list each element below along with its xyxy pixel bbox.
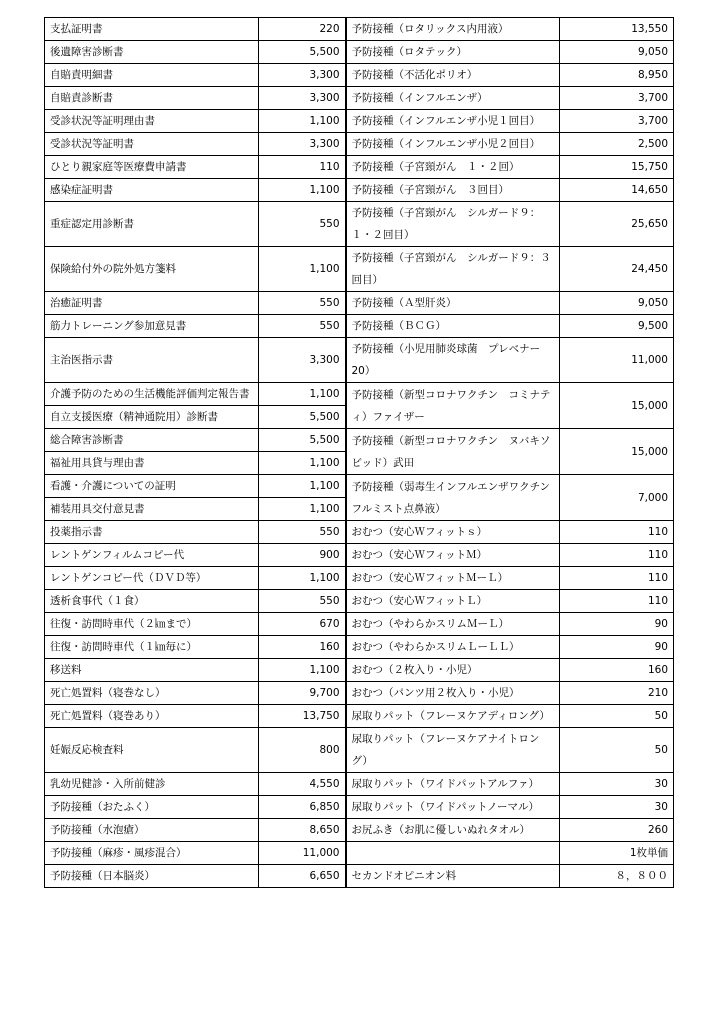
left-item-name: レントゲンコピー代（ＤＶＤ等） [45,567,259,590]
table-row [45,842,674,865]
table-row [45,202,674,247]
table-row [45,179,674,202]
left-item-price: 1,100 [259,567,346,590]
right-item-name: 予防接種（新型コロナワクチン ヌバキソビッド）武田 [346,429,560,475]
left-item-price: 3,300 [259,64,346,87]
left-item-price: 1,100 [259,452,346,475]
right-item-name: おむつ（安心ＷフィットＬ） [346,590,560,613]
left-item-name: 治癒証明書 [45,292,259,315]
right-item-price: 8,950 [560,64,674,87]
table-row [45,682,674,705]
left-item-name: 予防接種（日本脳炎） [45,865,259,888]
table-row [45,87,674,110]
table-row [45,773,674,796]
left-item-name: 透析食事代（１食） [45,590,259,613]
left-item-price: 1,100 [259,498,346,521]
left-item-price: 1,100 [259,659,346,682]
right-item-name: 予防接種（Ａ型肝炎） [346,292,560,315]
table-row [45,110,674,133]
fee-table [44,17,674,888]
left-item-name: 看護・介護についての証明 [45,475,259,498]
right-item-name: 予防接種（ロタテック） [346,41,560,64]
right-item-name: 予防接種（新型コロナワクチン コミナティ）ファイザー [346,383,560,429]
left-item-name: 後遺障害診断書 [45,41,259,64]
table-row [45,315,674,338]
right-item-name: 尿取りパット（フレーヌケアディロング） [346,705,560,728]
table-row [45,383,674,406]
left-item-name: 予防接種（おたふく） [45,796,259,819]
left-item-name: 死亡処置料（寝巻なし） [45,682,259,705]
right-item-price: 9,050 [560,41,674,64]
left-item-name: 福祉用具貸与理由書 [45,452,259,475]
left-item-name: 介護予防のための生活機能評価判定報告書 [45,383,259,406]
right-item-name: セカンドオピニオン料 [346,865,560,888]
right-item-price: 210 [560,682,674,705]
right-item-price: 13,550 [560,18,674,41]
table-row [45,521,674,544]
right-item-name: 予防接種（インフルエンザ小児２回目） [346,133,560,156]
left-item-name: 補装用具交付意見書 [45,498,259,521]
left-item-price: 6,650 [259,865,346,888]
right-item-price: 14,650 [560,179,674,202]
left-item-price: 550 [259,521,346,544]
left-item-price: 550 [259,315,346,338]
right-item-price: 24,450 [560,247,674,292]
right-item-name: お尻ふき（お肌に優しいぬれタオル） [346,819,560,842]
left-item-name: 自賠責明細書 [45,64,259,87]
left-item-price: 160 [259,636,346,659]
left-item-name: 往復・訪問時車代（１㎞毎に） [45,636,259,659]
right-item-name: 予防接種（子宮頸がん １・２回） [346,156,560,179]
right-item-price: 90 [560,636,674,659]
right-item-price: 3,700 [560,110,674,133]
right-item-name: 予防接種（子宮頸がん ３回目） [346,179,560,202]
left-item-name: 妊娠反応検査料 [45,728,259,773]
right-item-name: おむつ（安心Ｗフィットｓ） [346,521,560,544]
table-row [45,64,674,87]
table-row [45,338,674,383]
left-item-name: 死亡処置料（寝巻あり） [45,705,259,728]
right-item-price: 110 [560,590,674,613]
left-item-price: 5,500 [259,429,346,452]
table-row [45,544,674,567]
table-row [45,247,674,292]
table-row [45,429,674,452]
right-item-name: 予防接種（弱毒生インフルエンザワクチン フルミスト点鼻液） [346,475,560,521]
left-item-name: ひとり親家庭等医療費申請書 [45,156,259,179]
right-item-name: おむつ（やわらかスリムＭーＬ） [346,613,560,636]
table-row [45,613,674,636]
right-item-price: 2,500 [560,133,674,156]
left-item-name: 乳幼児健診・入所前健診 [45,773,259,796]
left-item-name: 受診状況等証明書 [45,133,259,156]
left-item-price: 1,100 [259,475,346,498]
left-item-price: 9,700 [259,682,346,705]
right-item-name: 尿取りパット（ワイドパットアルファ） [346,773,560,796]
left-item-name: 受診状況等証明理由書 [45,110,259,133]
left-item-name: 予防接種（麻疹・風疹混合） [45,842,259,865]
table-row [45,728,674,773]
right-item-price: 110 [560,521,674,544]
right-item-name: おむつ（やわらかスリムＬーＬＬ） [346,636,560,659]
right-item-name: 尿取りパット（フレーヌケアナイトロング） [346,728,560,773]
right-item-name: 予防接種（インフルエンザ） [346,87,560,110]
right-item-name: おむつ（パンツ用２枚入り・小児） [346,682,560,705]
right-item-name: 予防接種（子宮頸がん シルガード９：１・２回目） [346,202,560,247]
right-item-name: おむつ（２枚入り・小児） [346,659,560,682]
table-row [45,475,674,498]
left-item-price: 5,500 [259,406,346,429]
left-item-name: 主治医指示書 [45,338,259,383]
right-item-price: 110 [560,544,674,567]
fee-table-body [45,18,674,888]
table-row [45,659,674,682]
right-item-price: 160 [560,659,674,682]
left-item-name: レントゲンフィルムコピー代 [45,544,259,567]
left-item-price: 550 [259,202,346,247]
table-row [45,292,674,315]
right-item-price: 30 [560,796,674,819]
left-item-price: 1,100 [259,179,346,202]
right-item-name: 予防接種（子宮頸がん シルガード９：３回目） [346,247,560,292]
right-item-price: 25,650 [560,202,674,247]
left-item-price: 550 [259,590,346,613]
left-item-price: 3,300 [259,338,346,383]
right-item-price: 11,000 [560,338,674,383]
table-row [45,819,674,842]
right-item-price: 110 [560,567,674,590]
right-item-price: 260 [560,819,674,842]
right-item-name: おむつ（安心ＷフィットＭーＬ） [346,567,560,590]
table-row [45,567,674,590]
left-item-name: 予防接種（水泡瘡） [45,819,259,842]
left-item-name: 保険給付外の院外処方箋料 [45,247,259,292]
right-item-price: 50 [560,705,674,728]
left-item-price: 3,300 [259,133,346,156]
left-item-price: 11,000 [259,842,346,865]
left-item-name: 支払証明書 [45,18,259,41]
left-item-price: 5,500 [259,41,346,64]
left-item-name: 自賠責診断書 [45,87,259,110]
table-row [45,156,674,179]
right-item-name: 予防接種（インフルエンザ小児１回目） [346,110,560,133]
table-row [45,705,674,728]
left-item-name: 自立支援医療（精神通院用）診断書 [45,406,259,429]
right-item-price: ８，８００ [560,865,674,888]
right-item-price: 15,750 [560,156,674,179]
right-item-price: 90 [560,613,674,636]
right-item-name: 予防接種（不活化ポリオ） [346,64,560,87]
right-item-name: 尿取りパット（ワイドパットノーマル） [346,796,560,819]
table-row [45,18,674,41]
left-item-name: 往復・訪問時車代（２㎞まで） [45,613,259,636]
left-item-price: 800 [259,728,346,773]
table-row [45,590,674,613]
right-item-name: 予防接種（小児用肺炎球菌 プレベナー20） [346,338,560,383]
left-item-price: 220 [259,18,346,41]
right-item-name: 予防接種（ロタリックス内用液） [346,18,560,41]
table-row [45,636,674,659]
table-row [45,865,674,888]
left-item-price: 1,100 [259,247,346,292]
right-item-price: 9,050 [560,292,674,315]
left-item-price: 13,750 [259,705,346,728]
table-row [45,41,674,64]
left-item-price: 1,100 [259,383,346,406]
left-item-name: 重症認定用診断書 [45,202,259,247]
table-row [45,133,674,156]
right-item-name [346,842,560,865]
right-item-name: 予防接種（ＢＣＧ） [346,315,560,338]
right-item-price: 9,500 [560,315,674,338]
left-item-price: 550 [259,292,346,315]
right-item-price: 50 [560,728,674,773]
left-item-price: 110 [259,156,346,179]
left-item-name: 感染症証明書 [45,179,259,202]
left-item-price: 1,100 [259,110,346,133]
right-item-price: 15,000 [560,429,674,475]
left-item-name: 総合障害診断書 [45,429,259,452]
right-item-name: おむつ（安心ＷフィットＭ） [346,544,560,567]
left-item-price: 6,850 [259,796,346,819]
left-item-name: 移送料 [45,659,259,682]
left-item-price: 8,650 [259,819,346,842]
left-item-price: 4,550 [259,773,346,796]
right-item-price: 15,000 [560,383,674,429]
left-item-price: 900 [259,544,346,567]
table-row [45,796,674,819]
left-item-name: 投薬指示書 [45,521,259,544]
left-item-name: 筋力トレーニング参加意見書 [45,315,259,338]
left-item-price: 670 [259,613,346,636]
right-item-price: 7,000 [560,475,674,521]
right-item-price: 3,700 [560,87,674,110]
right-item-price: 30 [560,773,674,796]
right-item-price: 1枚単価 [560,842,674,865]
left-item-price: 3,300 [259,87,346,110]
